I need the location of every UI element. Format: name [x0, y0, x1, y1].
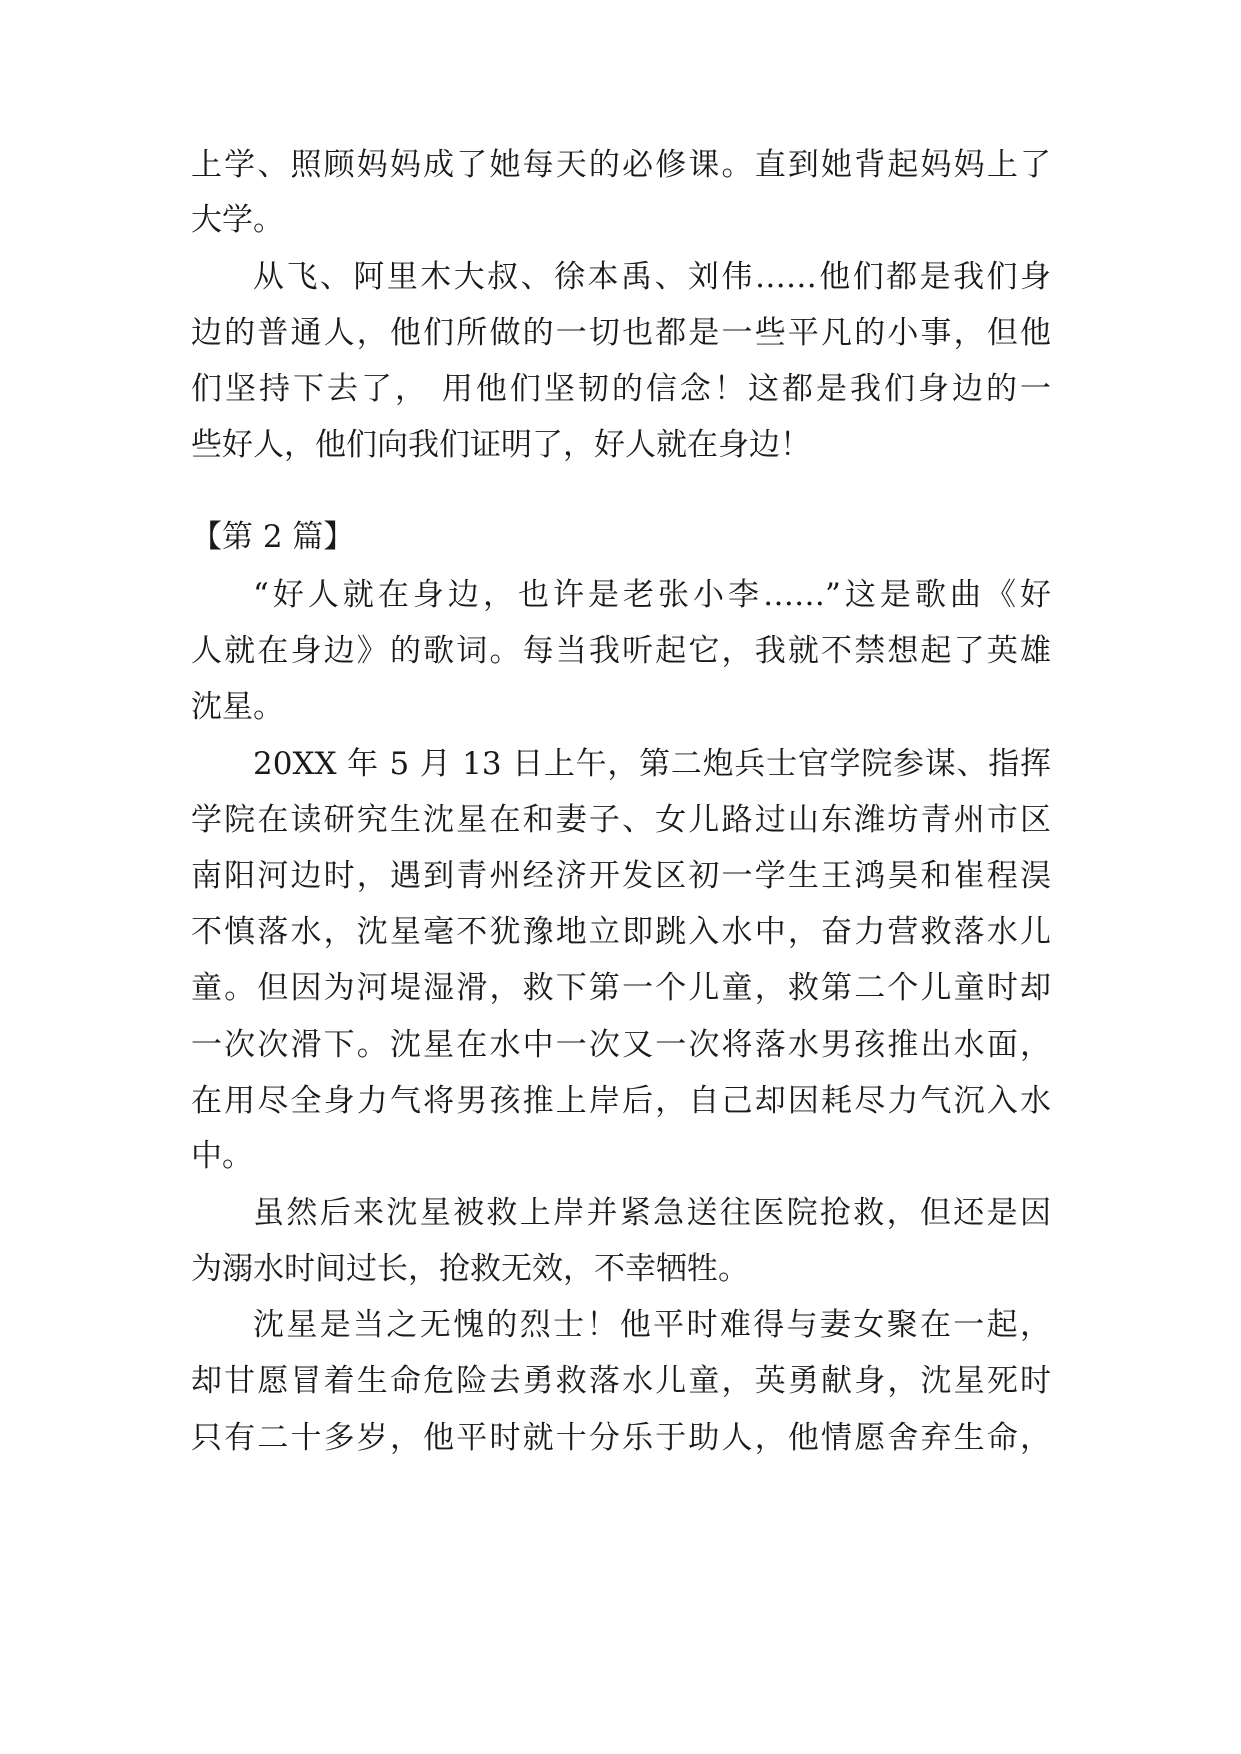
text-line: 一次次滑下。沈星在水中一次又一次将落水男孩推出水面，: [191, 1027, 1051, 1063]
text-line: 大学。: [191, 202, 284, 238]
text-line: 童。但因为河堤湿滑，救下第一个儿童，救第二个儿童时却: [191, 970, 1051, 1006]
text-line: 只有二十多岁，他平时就十分乐于助人，他情愿舍弃生命，: [191, 1420, 1051, 1456]
text-line: 南阳河边时，遇到青州经济开发区初一学生王鸿昊和崔程淏: [191, 858, 1051, 894]
text-line: 从飞、阿里木大叔、徐本禹、刘伟……他们都是我们身: [253, 259, 1051, 295]
text-line: 沈星是当之无愧的烈士！他平时难得与妻女聚在一起，: [253, 1307, 1051, 1343]
text-line: 上学、照顾妈妈成了她每天的必修课。直到她背起妈妈上了: [191, 147, 1051, 183]
text-line: 沈星。: [191, 689, 284, 725]
text-line: 中。: [191, 1138, 253, 1174]
section-heading: 【第 2 篇】: [191, 519, 355, 555]
text-line: 在用尽全身力气将男孩推上岸后，自己却因耗尽力气沉入水: [191, 1083, 1051, 1119]
text-line: 不慎落水，沈星毫不犹豫地立即跳入水中，奋力营救落水儿: [191, 914, 1051, 950]
text-line: 些好人，他们向我们证明了，好人就在身边！: [191, 427, 811, 463]
text-line: 人就在身边》的歌词。每当我听起它，我就不禁想起了英雄: [191, 633, 1051, 669]
text-line: 却甘愿冒着生命危险去勇救落水儿童，英勇献身，沈星死时: [191, 1363, 1051, 1399]
text-line: 学院在读研究生沈星在和妻子、女儿路过山东潍坊青州市区: [191, 802, 1051, 838]
text-line: 20XX 年 5 月 13 日上午，第二炮兵士官学院参谋、指挥: [253, 746, 1051, 782]
text-line: 们坚持下去了， 用他们坚韧的信念！这都是我们身边的一: [191, 371, 1051, 407]
text-line: 为溺水时间过长，抢救无效，不幸牺牲。: [191, 1251, 749, 1287]
text-line: 虽然后来沈星被救上岸并紧急送往医院抢救，但还是因: [253, 1195, 1051, 1231]
text-line: 边的普通人，他们所做的一切也都是一些平凡的小事，但他: [191, 315, 1051, 351]
text-line: “好人就在身边，也许是老张小李……”这是歌曲《好: [253, 577, 1051, 613]
